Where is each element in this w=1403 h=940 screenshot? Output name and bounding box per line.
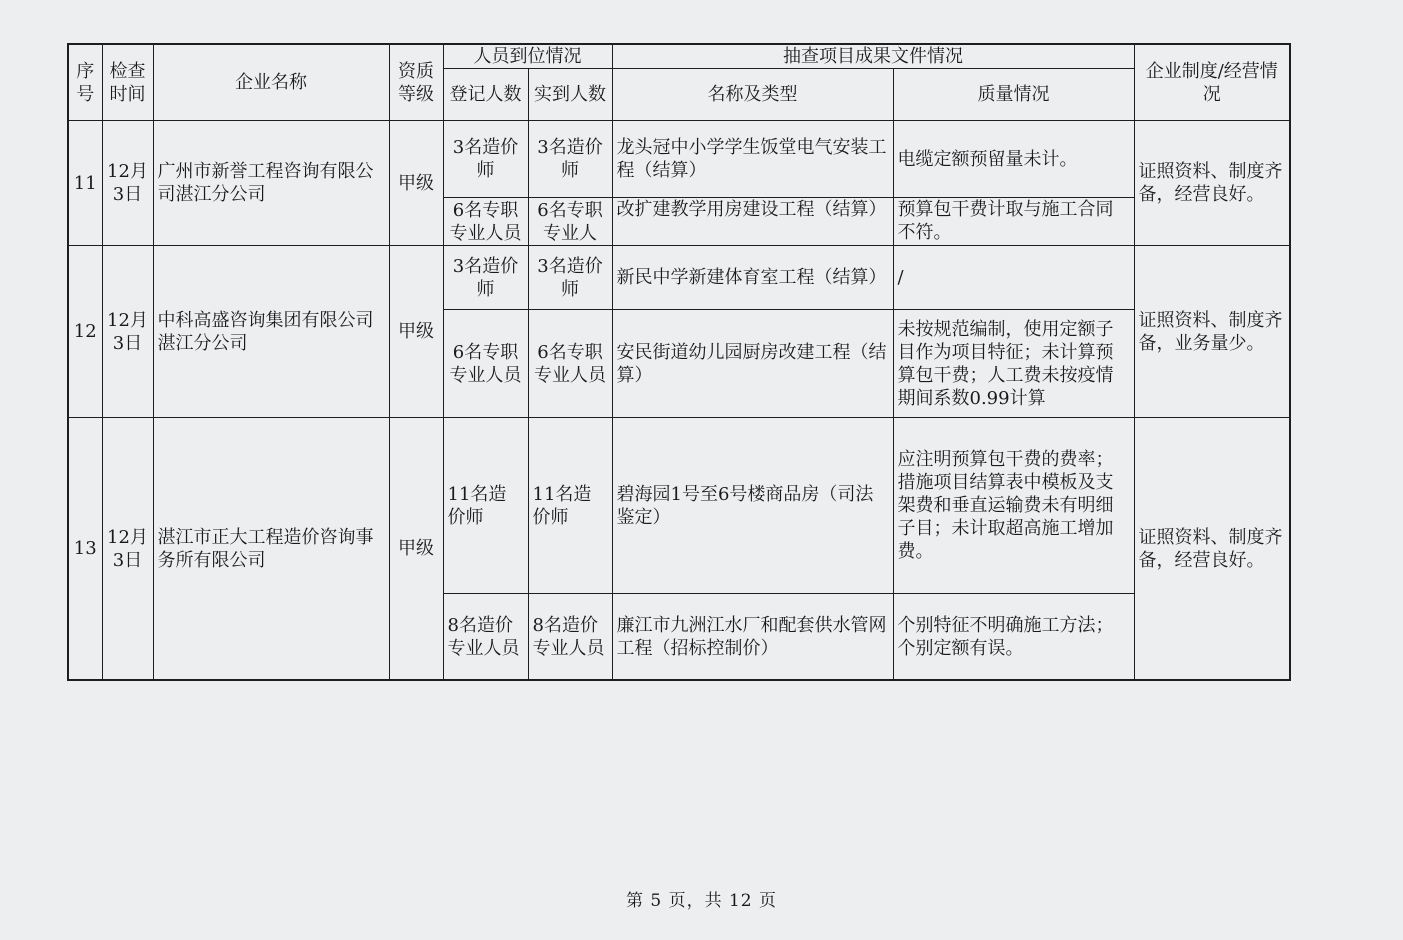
cell-project-name: 新民中学新建体育室工程（结算）	[612, 246, 893, 310]
cell-company: 广州市新誉工程咨询有限公司湛江分公司	[153, 121, 389, 246]
cell-registered: 6名专职专业人员	[443, 198, 528, 246]
cell-management: 证照资料、制度齐备，经营良好。	[1134, 418, 1290, 680]
cell-quality: 个别特征不明确施工方法；个别定额有误。	[893, 594, 1134, 680]
cell-seq: 12	[68, 246, 102, 418]
cell-actual: 3名造价师	[528, 246, 612, 310]
cell-quality: 电缆定额预留量未计。	[893, 121, 1134, 198]
cell-project-name: 安民街道幼儿园厨房改建工程（结算）	[612, 310, 893, 418]
cell-date: 12月3日	[102, 121, 153, 246]
cell-company: 湛江市正大工程造价咨询事务所有限公司	[153, 418, 389, 680]
cell-actual: 11名造价师	[528, 418, 612, 594]
cell-project-name: 改扩建教学用房建设工程（结算）	[612, 198, 893, 246]
cell-seq: 11	[68, 121, 102, 246]
cell-actual: 6名专职专业人	[528, 198, 612, 246]
table-row	[68, 418, 1290, 594]
cell-grade: 甲级	[389, 246, 443, 418]
cell-management: 证照资料、制度齐备，业务量少。	[1134, 246, 1290, 418]
header-project-name: 名称及类型	[612, 69, 893, 121]
header-management: 企业制度/经营情况	[1134, 44, 1290, 121]
header-company: 企业名称	[153, 44, 389, 121]
cell-registered: 3名造价师	[443, 121, 528, 198]
header-date: 检查时间	[102, 44, 153, 121]
header-grade: 资质等级	[389, 44, 443, 121]
header-seq: 序号	[68, 44, 102, 121]
cell-project-name: 龙头冠中小学学生饭堂电气安装工程（结算）	[612, 121, 893, 198]
inspection-table	[67, 43, 1291, 681]
cell-registered: 8名造价专业人员	[443, 594, 528, 680]
cell-project-name: 廉江市九洲江水厂和配套供水管网工程（招标控制价）	[612, 594, 893, 680]
cell-quality: 未按规范编制，使用定额子目作为项目特征；未计算预算包干费；人工费未按疫情期间系数0.99计算	[893, 310, 1134, 418]
cell-actual: 6名专职专业人员	[528, 310, 612, 418]
cell-actual: 3名造价师	[528, 121, 612, 198]
cell-quality: /	[893, 246, 1134, 310]
cell-registered: 11名造价师	[443, 418, 528, 594]
cell-quality: 应注明预算包干费的费率；措施项目结算表中模板及支架费和垂直运输费未有明细子目；未计取超高施工增加费。	[893, 418, 1134, 594]
cell-actual: 8名造价专业人员	[528, 594, 612, 680]
cell-company: 中科高盛咨询集团有限公司湛江分公司	[153, 246, 389, 418]
table-row	[68, 246, 1290, 310]
cell-date: 12月3日	[102, 418, 153, 680]
table-row	[68, 121, 1290, 198]
header-row	[68, 44, 1290, 69]
cell-registered: 3名造价师	[443, 246, 528, 310]
cell-quality: 预算包干费计取与施工合同不符。	[893, 198, 1134, 246]
header-staff-group: 人员到位情况	[443, 44, 612, 69]
cell-project-name: 碧海园1号至6号楼商品房（司法鉴定）	[612, 418, 893, 594]
header-actual: 实到人数	[528, 69, 612, 121]
cell-registered: 6名专职专业人员	[443, 310, 528, 418]
cell-grade: 甲级	[389, 121, 443, 246]
page-number: 第 5 页，共 12 页	[625, 891, 778, 911]
header-quality: 质量情况	[893, 69, 1134, 121]
cell-management: 证照资料、制度齐备，经营良好。	[1134, 121, 1290, 246]
cell-grade: 甲级	[389, 418, 443, 680]
header-registered: 登记人数	[443, 69, 528, 121]
header-project-group: 抽查项目成果文件情况	[612, 44, 1134, 69]
cell-date: 12月3日	[102, 246, 153, 418]
cell-seq: 13	[68, 418, 102, 680]
